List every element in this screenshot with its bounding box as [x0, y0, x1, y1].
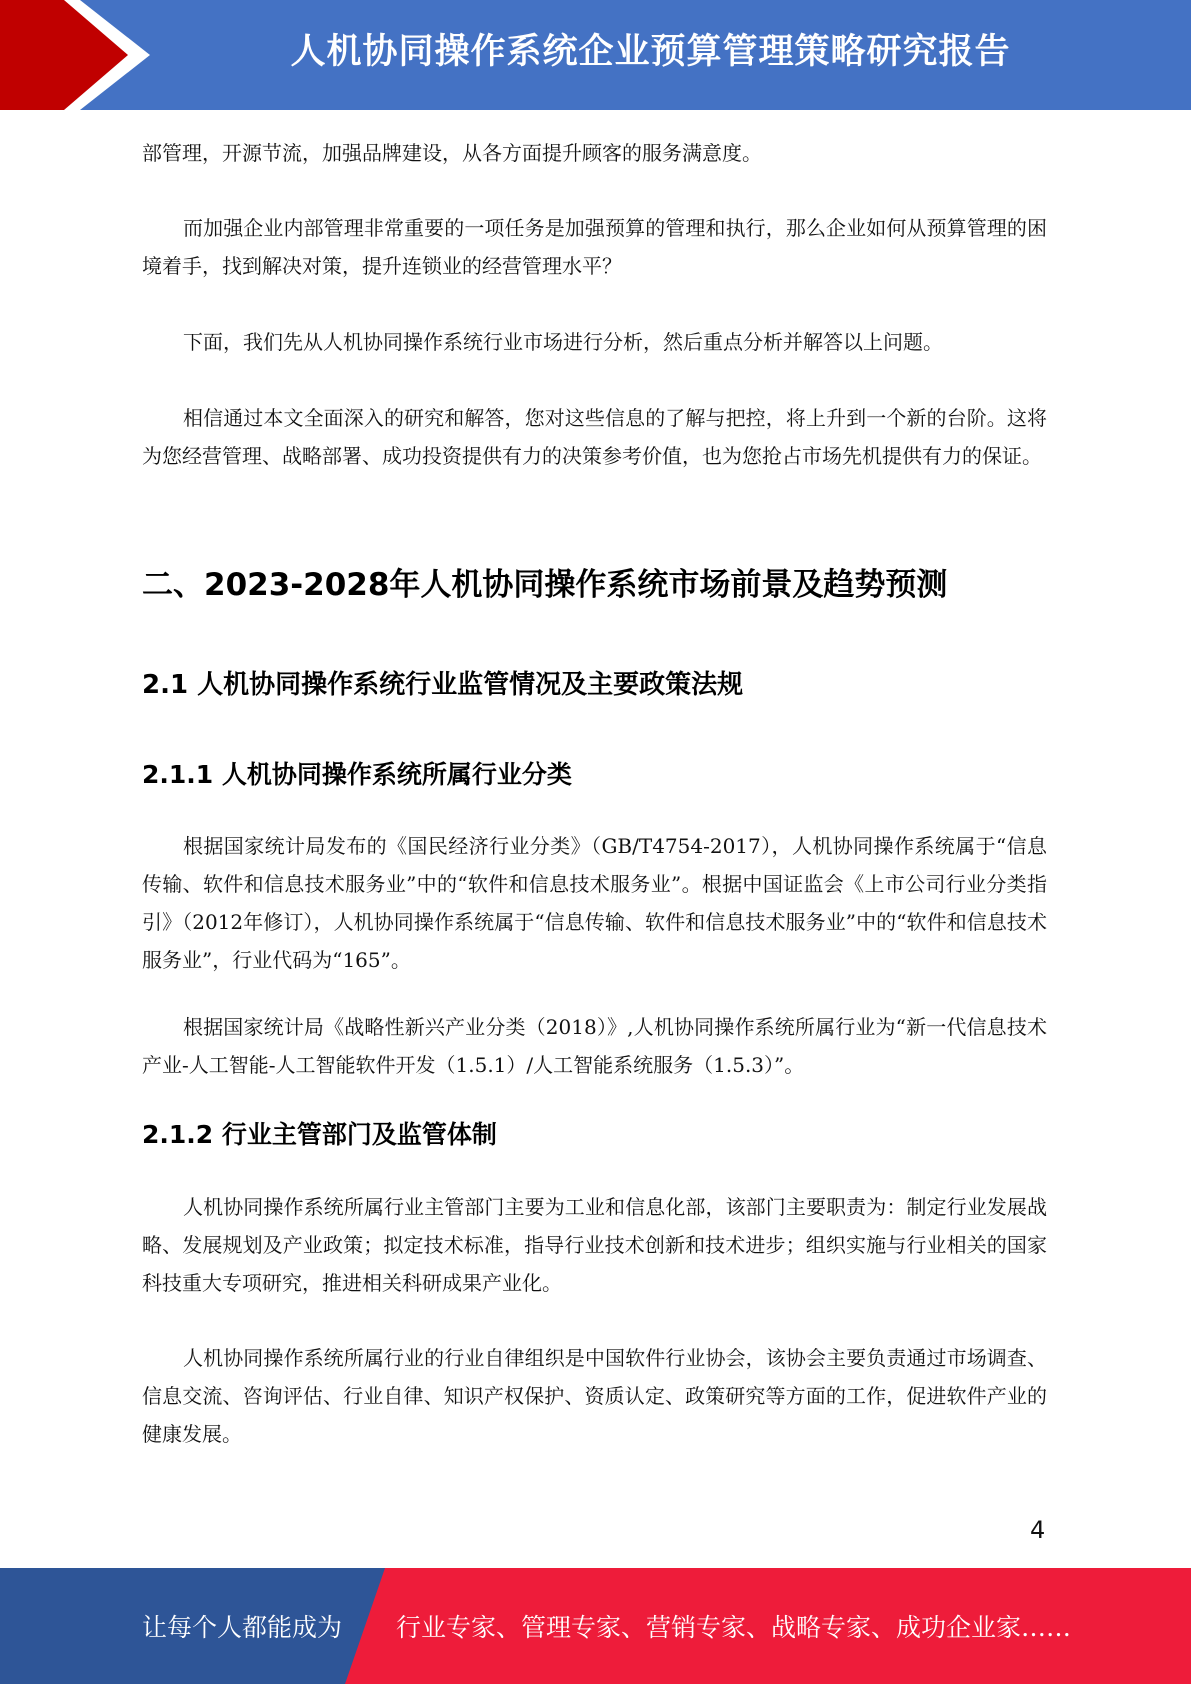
subsubsection-heading: 2.1.1 人机协同操作系统所属行业分类 [142, 760, 572, 789]
paragraph: 根据国家统计局发布的《国民经济行业分类》（GB/T4754-2017），人机协同操作系统属于“信息传输、软件和信息技术服务业”中的“软件和信息技术服务业”。根据中国证监会《上市公司行业分类指引》（2012年修订），人机协同操作系统属于“信息传输、软件和信息技术服务业”中的“软件和信息技术服务业”，行业代码为“165”。 [142, 834, 1047, 972]
page-number: 4 [1030, 1516, 1046, 1544]
paragraph: 人机协同操作系统所属行业的行业自律组织是中国软件行业协会，该协会主要负责通过市场调查、信息交流、咨询评估、行业自律、知识产权保护、资质认定、政策研究等方面的工作，促进软件产业的健康发展。 [142, 1346, 1047, 1446]
subsection-heading: 2.1 人机协同操作系统行业监管情况及主要政策法规 [142, 670, 744, 700]
paragraph: 人机协同操作系统所属行业主管部门主要为工业和信息化部，该部门主要职责为：制定行业发展战略、发展规划及产业政策；拟定技术标准，指导行业技术创新和技术进步；组织实施与行业相关的国家科技重大专项研究，推进相关科研成果产业化。 [142, 1195, 1047, 1295]
footer-slogan-left: 让每个人都能成为 [142, 1613, 343, 1642]
footer-slogan-right: 行业专家、管理专家、营销专家、战略专家、成功企业家…… [396, 1613, 1072, 1642]
header-title: 人机协同操作系统企业预算管理策略研究报告 [290, 32, 1011, 72]
paragraph: 根据国家统计局《战略性新兴产业分类（2018）》,人机协同操作系统所属行业为“新一代信息技术产业-人工智能-人工智能软件开发（1.5.1）/人工智能系统服务（1.5.3）”。 [142, 1015, 1047, 1077]
section-heading: 二、2023-2028年人机协同操作系统市场前景及趋势预测 [142, 567, 948, 603]
paragraph: 下面，我们先从人机协同操作系统行业市场进行分析，然后重点分析并解答以上问题。 [183, 330, 943, 354]
paragraph: 而加强企业内部管理非常重要的一项任务是加强预算的管理和执行，那么企业如何从预算管理的困境着手，找到解决对策，提升连锁业的经营管理水平？ [142, 216, 1047, 278]
footer-banner [0, 1568, 1191, 1684]
paragraph: 部管理，开源节流，加强品牌建设，从各方面提升顾客的服务满意度。 [142, 141, 762, 165]
subsubsection-heading: 2.1.2 行业主管部门及监管体制 [142, 1120, 497, 1149]
paragraph: 相信通过本文全面深入的研究和解答，您对这些信息的了解与把控，将上升到一个新的台阶。这将为您经营管理、战略部署、成功投资提供有力的决策参考价值，也为您抢占市场先机提供有力的保证。 [142, 406, 1047, 468]
header-arrow-decoration [0, 0, 160, 110]
header-banner [0, 0, 1191, 110]
